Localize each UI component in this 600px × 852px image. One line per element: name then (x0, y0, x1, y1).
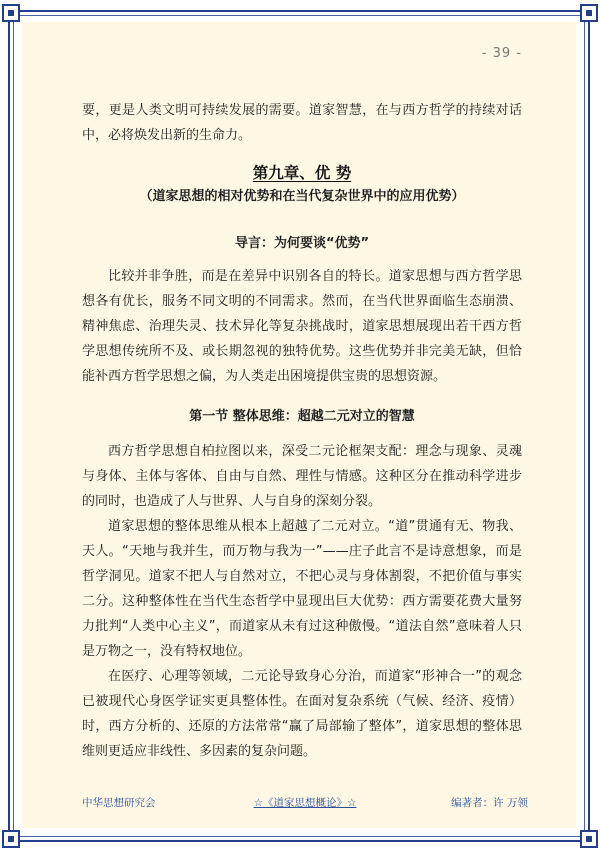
chapter-subtitle: （道家思想的相对优势和在当代复杂世界中的应用优势） (139, 189, 465, 204)
page-number: - 39 - (481, 46, 522, 61)
corner-ornament-bottom-right (580, 830, 598, 848)
chapter-title (82, 160, 522, 186)
body-paragraph: 西方哲学思想自柏拉图以来，深受二元论框架支配：理念与现象、灵魂与身体、主体与客体、自由与自然、理性与情感。这种区分在推动科学进步的同时，也造成了人与世界、人与自身的深刻分裂。 (82, 444, 522, 509)
footer-author: 编著者：许 万领 (451, 797, 528, 809)
page-content (82, 98, 522, 764)
page-footer (82, 795, 528, 813)
preface-paragraph: 比较并非争胜，而是在差异中识别各自的特长。道家思想与西方哲学思想各有优长，服务不同文明的不同需求。然而，在当代世界面临生态崩溃、精神焦虑、治理失灵、技术异化等复杂挑战时，道家思想展现出若干西方哲学思想传统所不及、或长期忽视的独特优势。这些优势并非完美无缺，但恰能补西方哲学思想之偏，为人类走出困境提供宝贵的思想资源。 (82, 269, 522, 384)
body-paragraph: 道家思想的整体思维从根本上超越了二元对立。“道”贯通有无、物我、天人。“天地与我并生，而万物与我为一”——庄子此言不是诗意想象，而是哲学洞见。道家不把人与自然对立，不把心灵与身体割裂，不把价值与事实二分。这种整体性在当代生态哲学中显现出巨大优势：西方需要花费大量努力批判“人类中心主义”，而道家从未有过这种傲慢。“道法自然”意味着人只是万物之一，没有特权地位。 (82, 519, 522, 659)
corner-ornament-top-left (2, 4, 20, 22)
corner-ornament-top-right (580, 4, 598, 22)
intro-paragraph: 要，更是人类文明可持续发展的需要。道家智慧，在与西方哲学的持续对话中，必将焕发出新的生命力。 (82, 103, 522, 143)
footer-book-title: ☆《道家思想概论》☆ (253, 797, 357, 809)
preface-heading: 导言：为何要谈“优势” (234, 236, 370, 251)
body-paragraph: 在医疗、心理等领域，二元论导致身心分治，而道家“形神合一”的观念已被现代心身医学证实更具整体性。在面对复杂系统（气候、经济、疫情）时，西方分析的、还原的方法常常“赢了局部输了整体”，道家思想的整体思维则更适应非线性、多因素的复杂问题。 (82, 669, 522, 759)
chapter-title-text: 第九章、优 势 (252, 164, 352, 182)
section-heading: 第一节 整体思维：超越二元对立的智慧 (189, 409, 415, 424)
footer-publisher: 中华思想研究会 (82, 797, 156, 809)
corner-ornament-bottom-left (2, 830, 20, 848)
